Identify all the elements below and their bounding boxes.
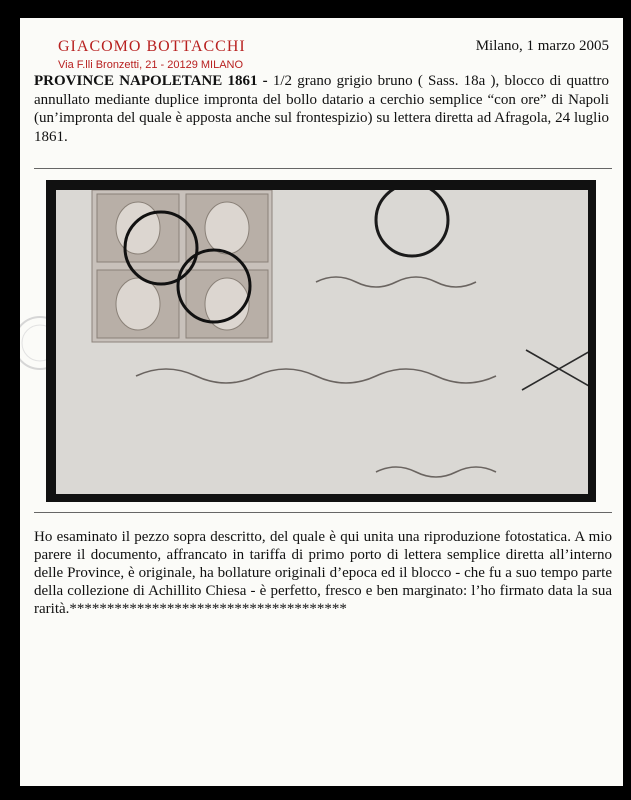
cover-illustration <box>56 190 588 494</box>
letterhead-address: Via F.lli Bronzetti, 21 - 20129 MILANO <box>58 59 244 71</box>
description-text: 1/2 grano grigio bruno ( Sass. 18a ), blocco di quattro annullato mediante duplice impronta del bollo datario a cerchio semplice “con ore” di Napoli (un’impronta del quale è apposta anche sul frontespizio) su lettera diretta ad Afragola, 24 luglio 1861. <box>34 73 609 145</box>
handwriting-line-1 <box>316 277 476 287</box>
certificate-sheet <box>20 18 623 786</box>
handwriting-line-3 <box>376 467 496 477</box>
pen-cross <box>522 350 588 390</box>
top-divider <box>34 168 612 169</box>
handwriting-line-2 <box>136 369 496 383</box>
stamp-bottom-right <box>186 270 268 338</box>
bottom-divider <box>34 512 612 513</box>
description <box>34 72 609 146</box>
certificate-text: Ho esaminato il pezzo sopra descritto, del quale è qui unita una riproduzione fotostatica. A mio parere il documento, affrancato in tariffa di primo porto di lettera semplice diretta all’interno delle Province, è originale, ha bollature originali d’epoca ed il blocco - che fu a suo tempo parte della collezione di Achillito Chiesa - è perfetto, fresco e ben marginato: l’ho firmato data la sua rarità.************************************* <box>34 529 612 617</box>
stamp-bottom-left <box>97 270 179 338</box>
date-line: Milano, 1 marzo 2005 <box>475 38 609 54</box>
letter-cover <box>56 190 588 494</box>
description-title: PROVINCE NAPOLETANE 1861 - <box>34 73 268 89</box>
letterhead-name: GIACOMO BOTTACCHI <box>58 38 246 55</box>
cover-photo <box>46 180 596 502</box>
postmark-cover <box>376 190 448 256</box>
stamp-top-left <box>97 194 179 262</box>
